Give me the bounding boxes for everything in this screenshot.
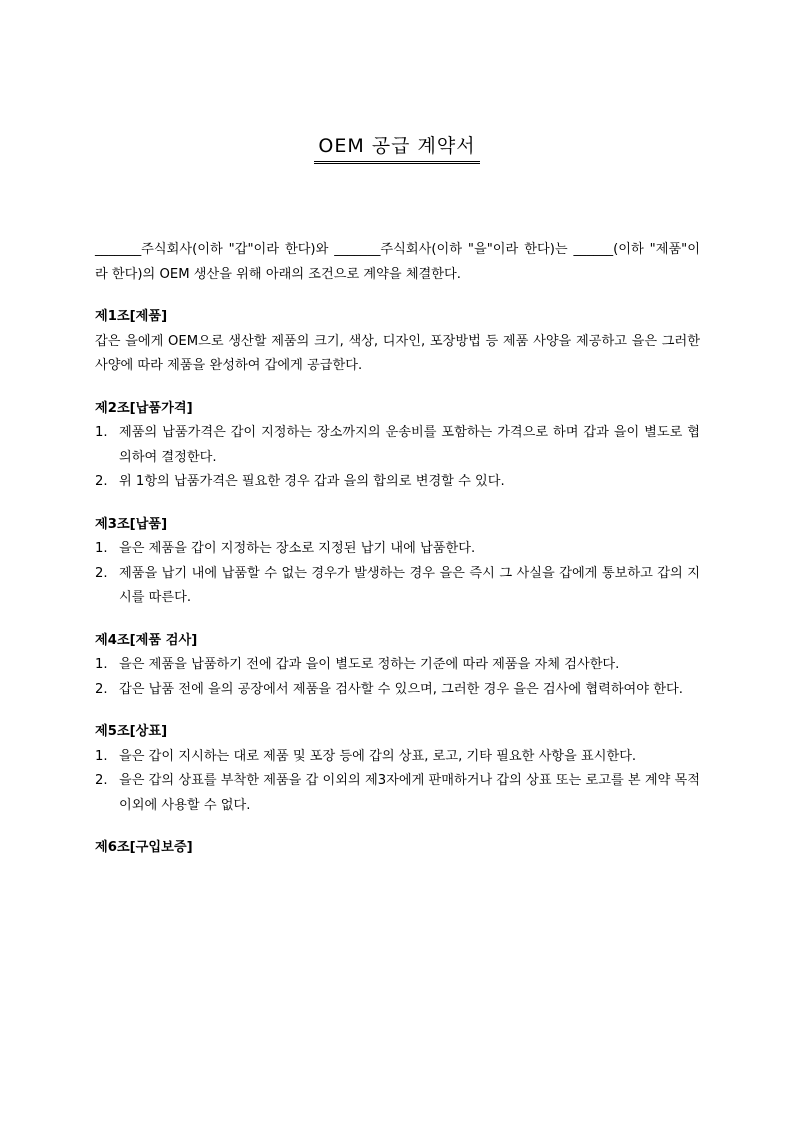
article-5 — [95, 720, 700, 818]
item-text: 제품의 납품가격은 갑이 지정하는 장소까지의 운송비를 포함하는 가격으로 하며 갑과 을이 별도로 협의하여 결정한다. — [119, 425, 700, 465]
article-4 — [95, 629, 700, 703]
list-item — [95, 745, 700, 770]
list-item — [95, 537, 700, 562]
article-6 — [95, 836, 700, 861]
item-number: 2. — [95, 681, 108, 697]
item-number: 2. — [95, 474, 108, 489]
article-title: 제2조[납품가격] — [95, 400, 193, 416]
article-title: 제5조[상표] — [95, 724, 168, 739]
article-title: 제6조[구입보증] — [95, 840, 193, 855]
list-item — [95, 653, 700, 678]
list-item — [95, 470, 700, 495]
list-item — [95, 562, 700, 611]
item-number: 2. — [95, 565, 108, 581]
item-number: 2. — [95, 773, 108, 788]
title-wrapper — [0, 134, 794, 164]
item-text: 을은 제품을 납품하기 전에 갑과 을이 별도로 정하는 기준에 따라 제품을 자체 검사한다. — [119, 657, 620, 672]
article-items — [95, 745, 700, 819]
article-items — [95, 421, 700, 495]
item-text: 을은 갑이 지시하는 대로 제품 및 포장 등에 갑의 상표, 로고, 기타 필요한 사항을 표시한다. — [119, 748, 637, 764]
article-title: 제1조[제품] — [95, 309, 168, 324]
item-text: 위 1항의 납품가격은 필요한 경우 갑과 을의 합의로 변경할 수 있다. — [119, 474, 505, 489]
item-number: 1. — [95, 425, 108, 440]
item-text: 제품을 납기 내에 납품할 수 없는 경우가 발생하는 경우 을은 즉시 그 사실을 갑에게 통보하고 갑의 지시를 따른다. — [119, 565, 700, 605]
article-title: 제4조[제품 검사] — [95, 632, 198, 648]
item-text: 을은 갑의 상표를 부착한 제품을 갑 이외의 제3자에게 판매하거나 갑의 상표 또는 로고를 본 계약 목적 이외에 사용할 수 없다. — [119, 773, 700, 813]
article-items — [95, 537, 700, 611]
article-title: 제3조[납품] — [95, 516, 168, 532]
item-text: 을은 제품을 갑이 지정하는 장소로 지정된 납기 내에 납품한다. — [119, 541, 476, 556]
intro-paragraph: _______주식회사(이하 "갑"이라 한다)와 _______주식회사(이하 "을"이라 한다)는 ______(이하 "제품"이라 한다)의 OEM 생산을 위해 아래의 조건으로 계약을 체결한다. — [95, 242, 700, 282]
list-item — [95, 678, 700, 703]
article-2 — [95, 397, 700, 495]
article-3 — [95, 513, 700, 611]
document-body — [95, 238, 700, 861]
item-number: 1. — [95, 657, 108, 672]
document-title: OEM 공급 계약서 — [314, 134, 479, 164]
article-1 — [95, 305, 700, 379]
list-item — [95, 421, 700, 470]
item-text: 갑은 납품 전에 을의 공장에서 제품을 검사할 수 있으며, 그러한 경우 을은 검사에 협력하여야 한다. — [119, 681, 683, 697]
list-item — [95, 769, 700, 818]
article-items — [95, 653, 700, 702]
article-body: 갑은 을에게 OEM으로 생산할 제품의 크기, 색상, 디자인, 포장방법 등 제품 사양을 제공하고 을은 그러한 사양에 따라 제품을 완성하여 갑에게 공급한다. — [95, 333, 700, 373]
item-number: 1. — [95, 541, 108, 556]
item-number: 1. — [95, 748, 108, 764]
